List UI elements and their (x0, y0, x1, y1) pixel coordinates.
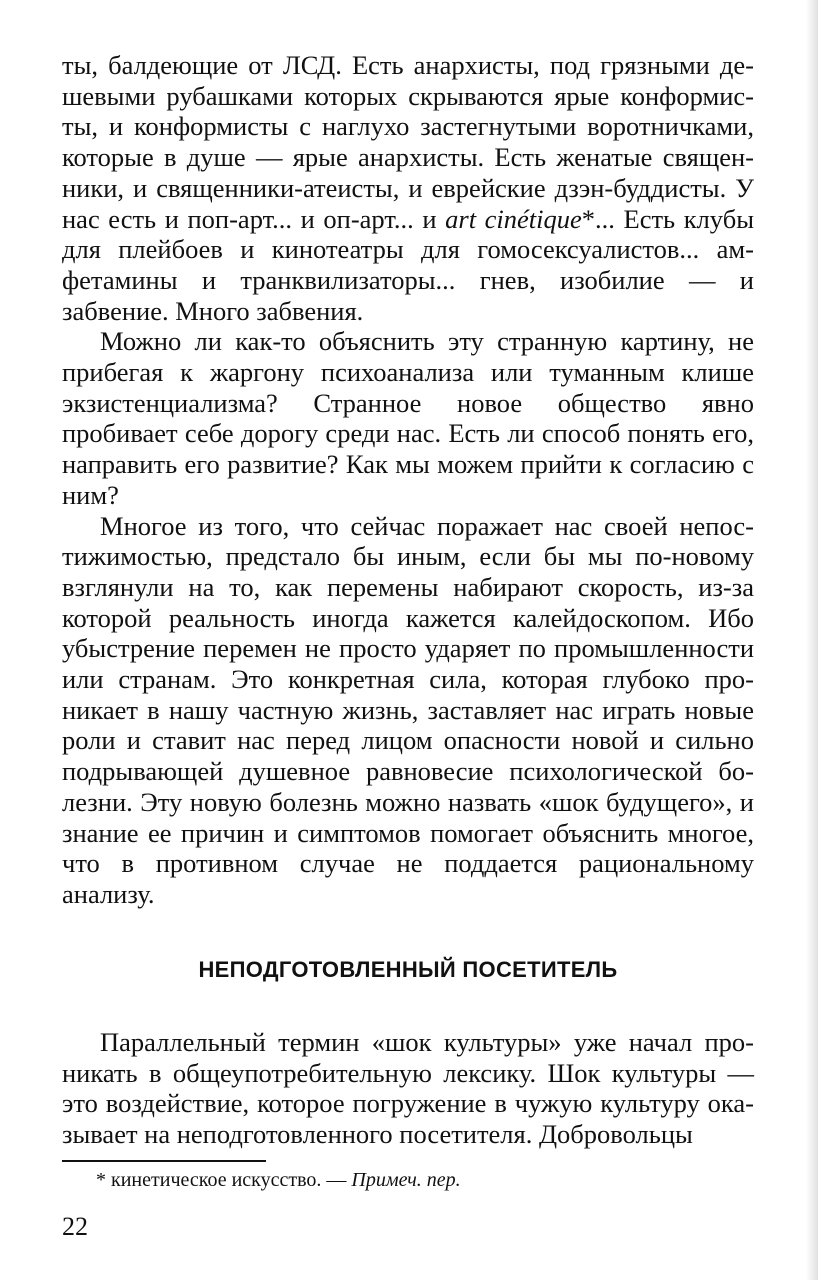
page-number: 22 (62, 1212, 88, 1241)
paragraph-1-tail: *... Есть клубы для плейбоев и кинотеатры для гомосексуалистов... амфетамины и транквилизаторы... гнев, изобилие — и забвение. Много забвения. (62, 203, 754, 326)
footnote-text: * кинетическое искусство. — (96, 1169, 352, 1191)
paragraph-1 (62, 50, 754, 326)
paragraph-3: Многое из того, что сейчас поражает нас своей непостижимостью, предстало бы иным, если бы мы по-новому взглянули на то, как перемены набирают скорость, из-за которой реальность иногда кажется калейдоскопом. Ибо убыстрение перемен не просто ударяет по промышленности или странам. Это конкретная сила, которая глубоко проникает в нашу частную жизнь, заставляет нас играть новые роли и ставит нас перед лицом опасности новой и сильно подрывающей душевное равновесие психологической болезни. Эту новую болезнь можно назвать «шок будущего», и знание ее причин и симптомов помогает объяснить многое, что в противном случае не поддается рациональному анализу. (62, 510, 754, 909)
section-heading: НЕПОДГОТОВЛЕННЫЙ ПОСЕТИТЕЛЬ (198, 957, 618, 982)
paragraph-2: Можно ли как-то объяснить эту странную картину, не прибегая к жаргону психоанализа или туманным клише экзистенциализма? Странное новое общество явно пробивает себе дорогу среди нас. Есть ли способ понять его, направить его развитие? Как мы можем прийти к согласию с ним? (62, 326, 754, 510)
footnote-divider (62, 1160, 266, 1162)
paragraph-1-text: ты, балдеющие от ЛСД. Есть анархисты, под грязными дешевыми рубашками которых скрываются ярые конформисты, и конформисты с наглухо застегнутыми воротничками, которые в душе — ярые анархисты. Есть женатые священники, и священники-атеисты, и еврейские дзэн-буддисты. У нас есть и поп-арт... и оп-арт... и (62, 50, 754, 234)
footnote (96, 1167, 461, 1193)
page-edge-shadow (806, 0, 818, 1280)
section-paragraph: Параллельный термин «шок культуры» уже начал проникать в общеупотребительную лексику. Шок культуры — это воздействие, которое погружение в чужую культуру оказывает на неподготовленного посетителя. Добровольцы (62, 1027, 754, 1150)
main-text-block (62, 50, 754, 910)
section-text-block (62, 1027, 754, 1150)
footnote-attribution: Примеч. пер. (351, 1169, 461, 1191)
paragraph-1-italic-term: art cinétique (445, 203, 582, 234)
